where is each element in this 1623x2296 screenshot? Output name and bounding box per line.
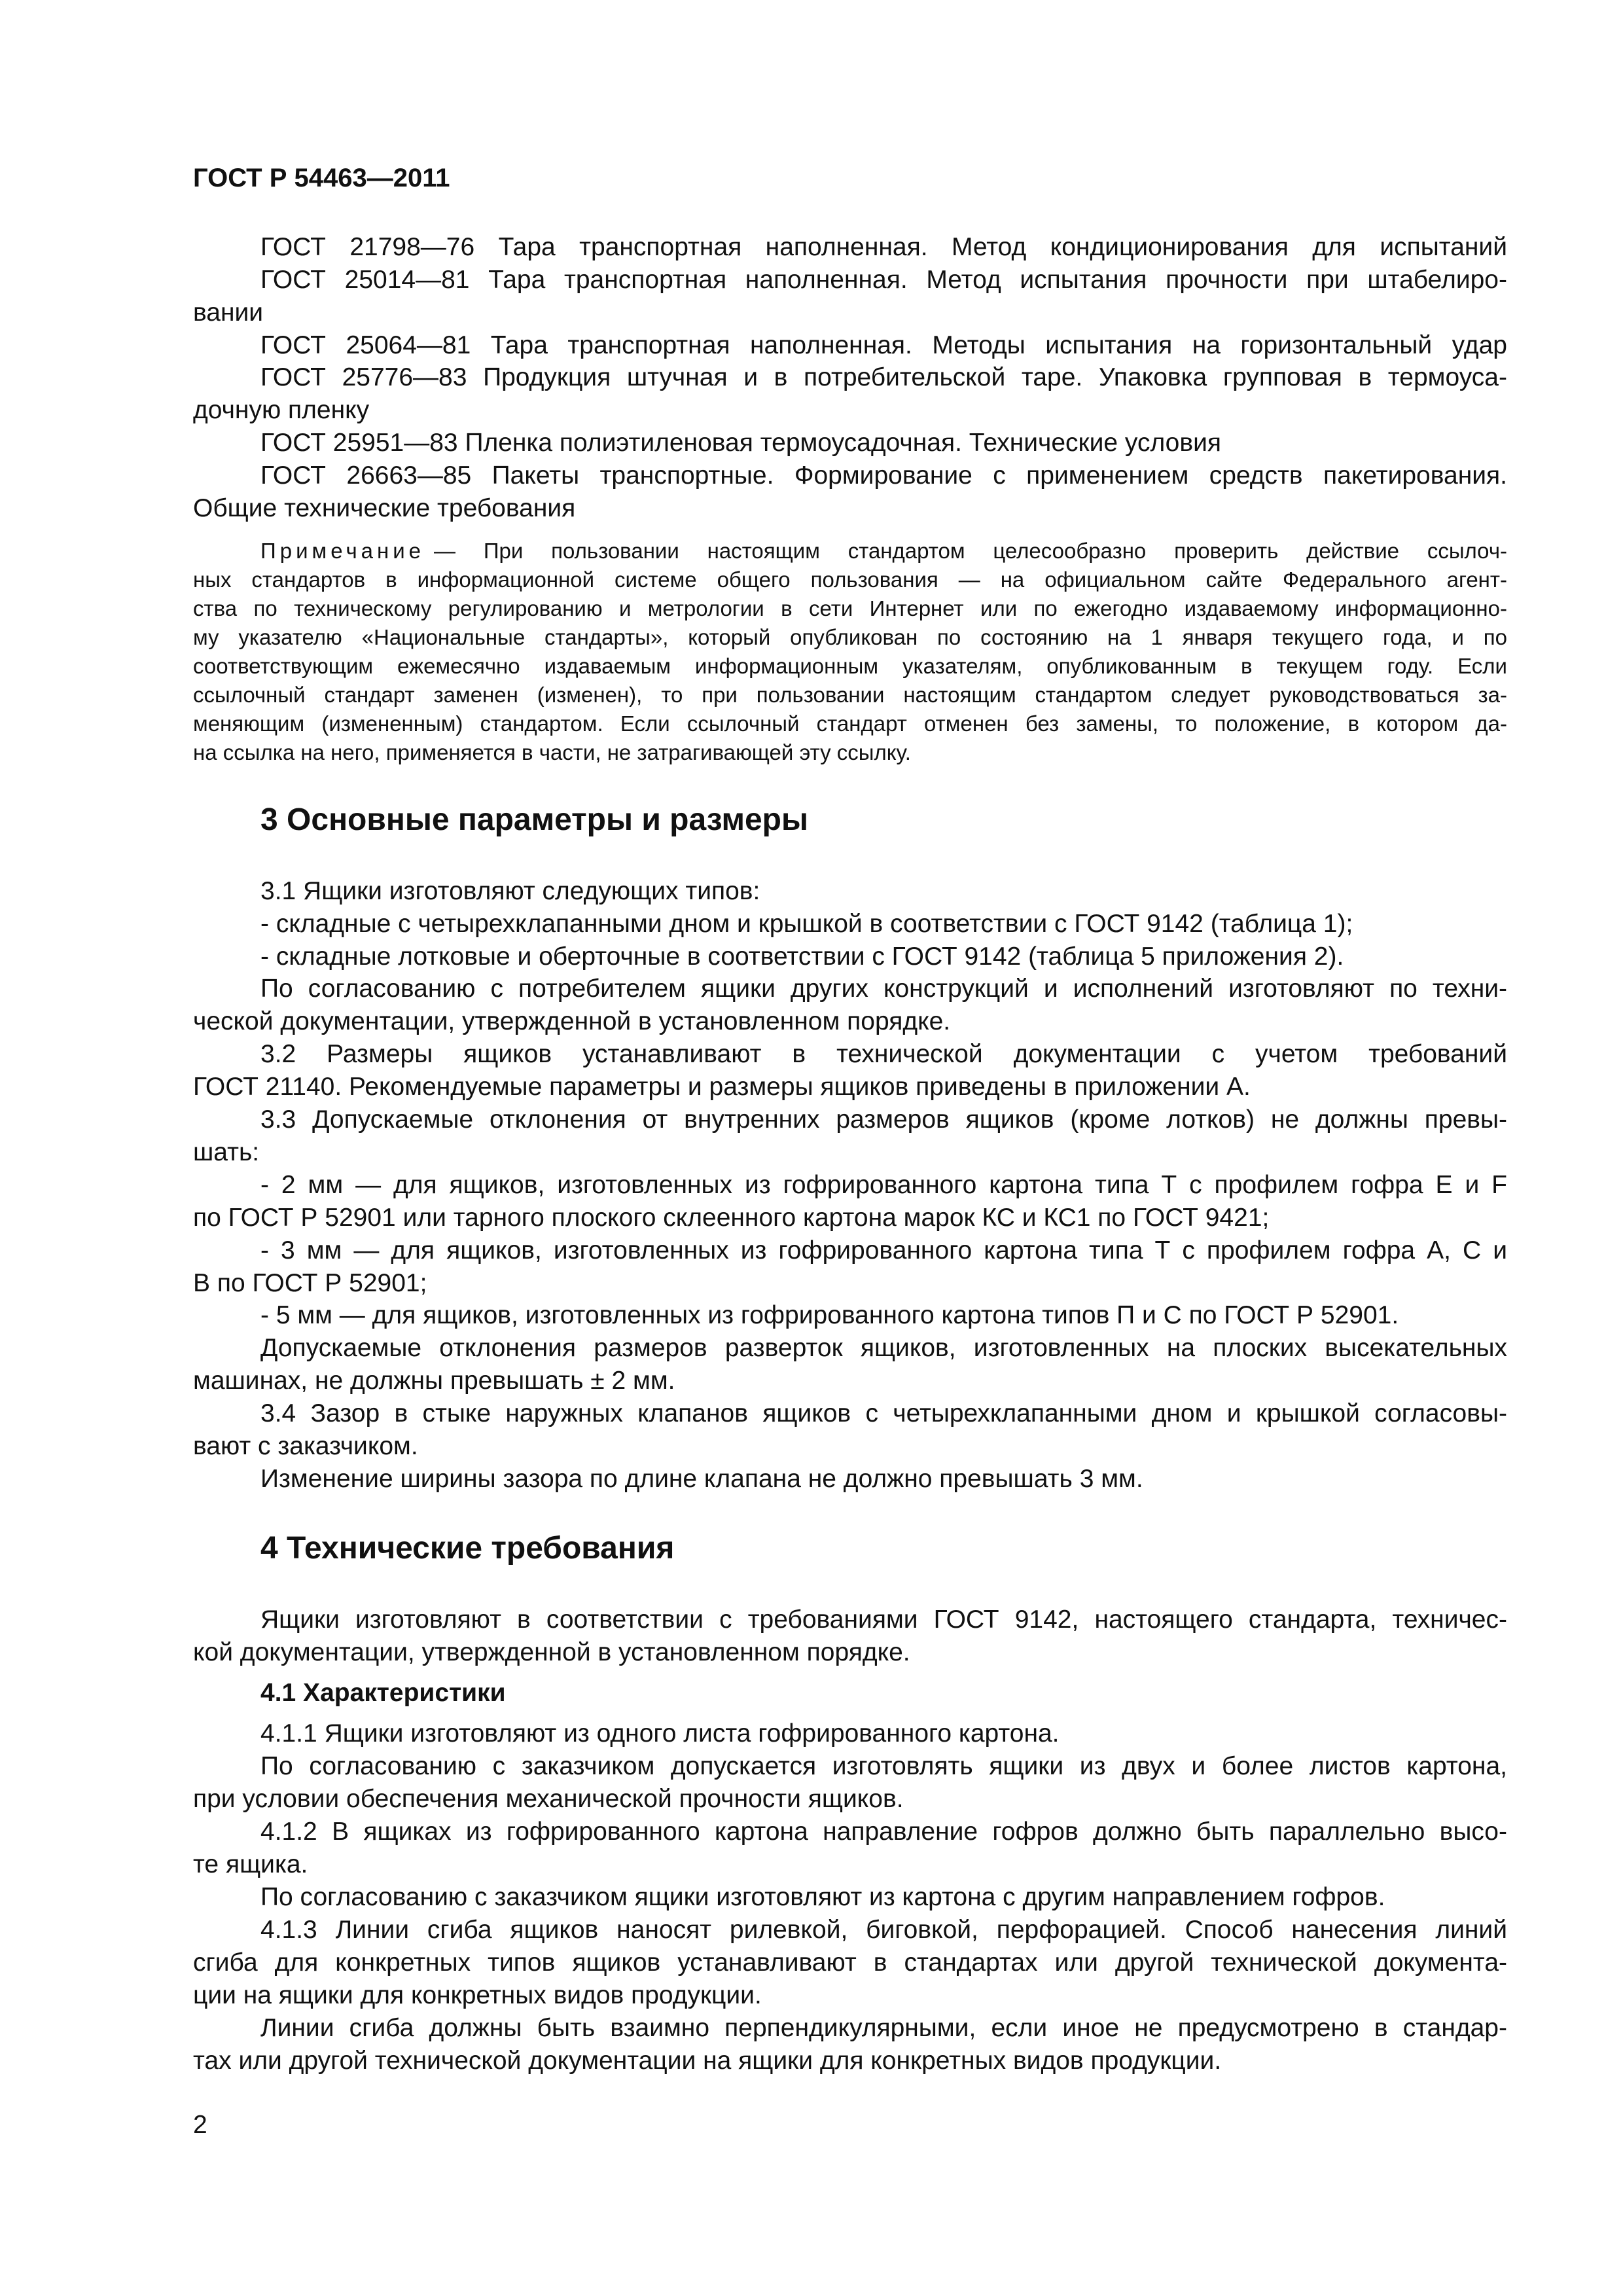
paragraph-line: ции на ящики для конкретных видов продукции. [193,1981,762,2009]
note-line: на ссылка на него, применяется в части, не затрагивающей эту ссылку. [193,740,911,764]
note-line: ства по техническому регулированию и метрологии в сети Интернет или по ежегодно издаваемому информационно- [193,596,1507,620]
paragraph-line: - складные лотковые и оберточные в соответствии с ГОСТ 9142 (таблица 5 приложения 2). [260,942,1344,971]
paragraph-line: 3.1 Ящики изготовляют следующих типов: [260,877,760,905]
note-first-line [260,537,1507,565]
reference-line: Общие технические требования [193,494,576,522]
paragraph-line: Изменение ширины зазора по длине клапана не должно превышать 3 мм. [260,1465,1143,1493]
reference-line: вании [193,298,264,327]
paragraph-line: В по ГОСТ Р 52901; [193,1269,427,1297]
paragraph-line: - 3 мм — для ящиков, изготовленных из гофрированного картона типа Т с профилем гофра А, С и [260,1236,1507,1265]
note-line: меняющим (измененным) стандартом. Если ссылочный стандарт отменен без замены, то положение, в котором да- [193,711,1507,736]
reference-line: ГОСТ 25951—83 Пленка полиэтиленовая термоусадочная. Технические условия [260,429,1221,457]
paragraph-line: - 5 мм — для ящиков, изготовленных из гофрированного картона типов П и С по ГОСТ Р 52901. [260,1301,1399,1329]
document-header: ГОСТ Р 54463—2011 [193,164,450,192]
section-3-title: 3 Основные параметры и размеры [260,802,808,837]
paragraph-line: при условии обеспечения механической прочности ящиков. [193,1785,904,1813]
reference-line: ГОСТ 25064—81 Тара транспортная наполненная. Методы испытания на горизонтальный удар [260,331,1507,359]
paragraph-line: ГОСТ 21140. Рекомендуемые параметры и размеры ящиков приведены в приложении А. [193,1073,1251,1101]
reference-line: ГОСТ 25014—81 Тара транспортная наполненная. Метод испытания прочности при штабелиро- [260,266,1507,294]
reference-line: ГОСТ 26663—85 Пакеты транспортные. Формирование с применением средств пакетирования. [260,461,1507,490]
note-line: — При пользовании настоящим стандартом целесообразно проверить действие ссылоч- [434,539,1507,563]
paragraph-line: тах или другой технической документации на ящики для конкретных видов продукции. [193,2047,1222,2075]
note-line: ссылочный стандарт заменен (изменен), то при пользовании настоящим стандартом следует руководствоваться за- [193,683,1507,707]
note-line: му указателю «Национальные стандарты», который опубликован по состоянию на 1 января текущего года, и по [193,625,1507,649]
paragraph-line: кой документации, утвержденной в установленном порядке. [193,1638,910,1666]
paragraph-line: Допускаемые отклонения размеров разверток ящиков, изготовленных на плоских высекательных [260,1334,1507,1362]
paragraph-line: шать: [193,1138,260,1166]
paragraph-line: 3.2 Размеры ящиков устанавливают в технической документации с учетом требований [260,1040,1507,1068]
paragraph-line: по ГОСТ Р 52901 или тарного плоского склеенного картона марок КС и КС1 по ГОСТ 9421; [193,1204,1270,1232]
paragraph-line: 4.1.3 Линии сгиба ящиков наносят рилевкой, биговкой, перфорацией. Способ нанесения линий [260,1916,1507,1944]
paragraph-line: 4.1.1 Ящики изготовляют из одного листа гофрированного картона. [260,1719,1060,1748]
section-4-title: 4 Технические требования [260,1531,675,1566]
note-label: Примечание [260,539,425,563]
paragraph-line: По согласованию с потребителем ящики других конструкций и исполнений изготовляют по техни- [260,975,1507,1003]
paragraph-line: 4.1.2 В ящиках из гофрированного картона направление гофров должно быть параллельно высо- [260,1818,1507,1846]
paragraph-line: те ящика. [193,1850,308,1878]
paragraph-line: сгиба для конкретных типов ящиков устанавливают в стандартах или другой технической документа- [193,1948,1507,1977]
paragraph-line: 3.3 Допускаемые отклонения от внутренних размеров ящиков (кроме лотков) не должны превы- [260,1105,1507,1134]
subsection-title: 4.1 Характеристики [260,1679,506,1707]
paragraph-line: - 2 мм — для ящиков, изготовленных из гофрированного картона типа Т с профилем гофра E и F [260,1171,1507,1199]
paragraph-line: По согласованию с заказчиком допускается изготовлять ящики из двух и более листов картона, [260,1752,1507,1780]
paragraph-line: 3.4 Зазор в стыке наружных клапанов ящиков с четырехклапанными дном и крышкой согласовы- [260,1399,1507,1427]
paragraph-line: - складные с четырехклапанными дном и крышкой в соответствии с ГОСТ 9142 (таблица 1); [260,910,1353,938]
paragraph-line: По согласованию с заказчиком ящики изготовляют из картона с другим направлением гофров. [260,1883,1385,1911]
note-line: соответствующим ежемесячно издаваемым информационным указателям, опубликованным в текущем году. Если [193,654,1507,678]
paragraph-line: ческой документации, утвержденной в установленном порядке. [193,1007,951,1035]
page-number: 2 [193,2111,207,2139]
note-line: ных стандартов в информационной системе общего пользования — на официальном сайте Федерального агент- [193,567,1507,592]
reference-line: дочную пленку [193,396,370,424]
reference-line: ГОСТ 25776—83 Продукция штучная и в потребительской таре. Упаковка групповая в термоуса- [260,363,1507,391]
paragraph-line: Ящики изготовляют в соответствии с требованиями ГОСТ 9142, настоящего стандарта, техничес- [260,1605,1507,1634]
paragraph-line: Линии сгиба должны быть взаимно перпендикулярными, если иное не предусмотрено в стандар- [260,2014,1507,2042]
paragraph-line: вают с заказчиком. [193,1432,418,1460]
reference-line: ГОСТ 21798—76 Тара транспортная наполненная. Метод кондиционирования для испытаний [260,233,1507,261]
paragraph-line: машинах, не должны превышать ± 2 мм. [193,1367,675,1395]
